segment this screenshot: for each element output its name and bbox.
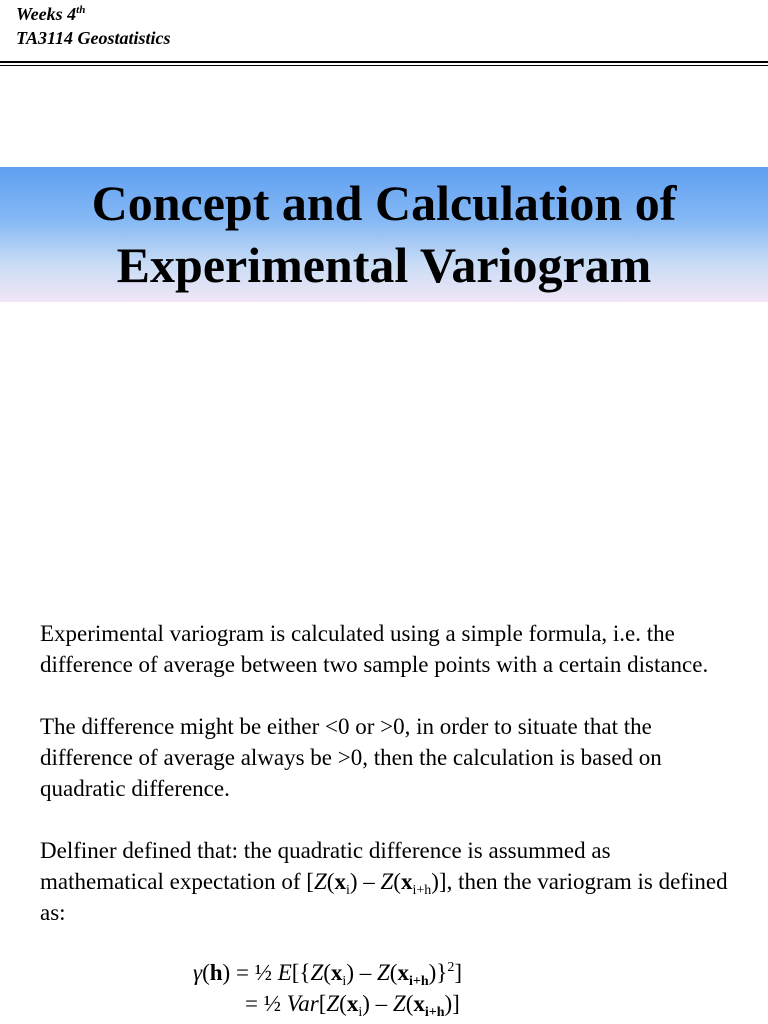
variogram-formula [193,957,462,1019]
paragraph-3: Delfiner defined that: the quadratic difference is assummed as mathematical expectation of $[Z(x_i) - Z(x_{i+h})]$, then the variogram is defined as: [40,838,728,925]
title-line-1: Concept and Calculation of [91,175,677,231]
page-title [0,172,768,296]
body-text [40,618,740,928]
header-course: TA3114 Geostatistics [16,28,171,48]
header-rule-thick [0,61,768,63]
formula-line-2: = ½ $Var[Z(x_i) - Z(x_{i+h})]$ [245,991,460,1020]
paragraph-1: Experimental variogram is calculated using a simple formula, i.e. the difference of average between two sample points with a certain distance. [40,621,709,677]
formula-line-1: γ(h) = ½ $E[\{Z(x_i) - Z(x_{i+h})\}^2]$ [193,960,462,989]
header-weeks-superscript: th [76,4,86,16]
header-rule-thin [0,65,768,66]
page-header [16,0,171,50]
header-weeks: Weeks 4th [16,4,86,24]
paragraph-2: The difference might be either <0 or >0, in order to situate that the difference of average always be >0, then the calculation is based on quadratic difference. [40,714,662,801]
title-line-2: Experimental Variogram [116,237,652,293]
